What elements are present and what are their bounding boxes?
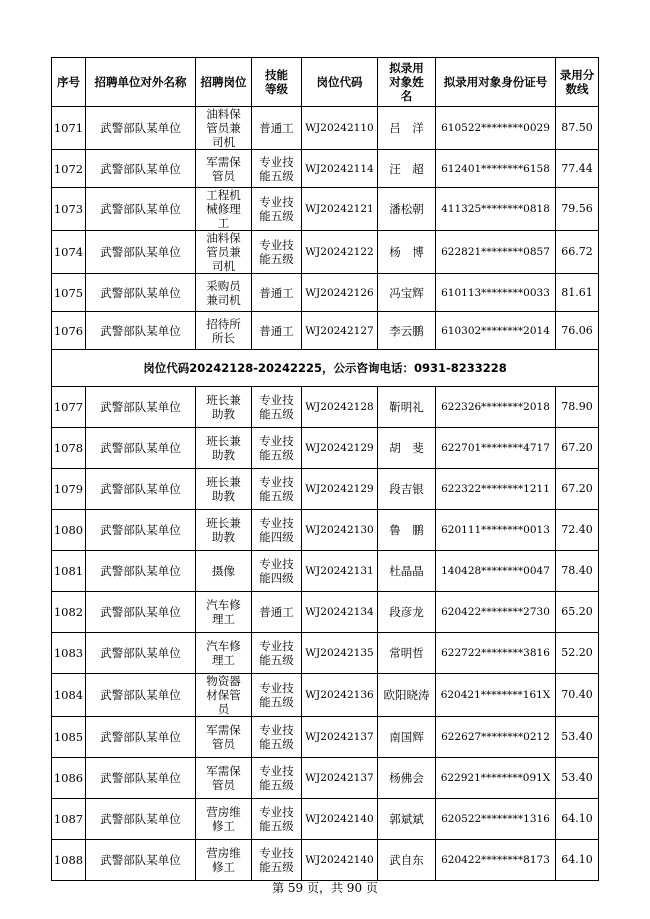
cell-level: 普通工 [252,107,302,150]
cell-unit: 武警部队某单位 [86,312,196,350]
table-row [52,387,599,428]
cell-unit: 武警部队某单位 [86,231,196,274]
cell-name: 段吉银 [378,469,436,510]
cell-score: 79.56 [556,188,599,231]
cell-name: 杨佛会 [378,758,436,799]
cell-name: 段彦龙 [378,592,436,633]
cell-level: 专业技能五级 [252,188,302,231]
cell-code: WJ20242140 [302,840,378,881]
cell-id: 610113********0033 [436,274,556,312]
cell-post: 油料保管员兼司机 [196,107,252,150]
cell-code: WJ20242129 [302,469,378,510]
cell-name: 潘松朝 [378,188,436,231]
cell-code: WJ20242121 [302,188,378,231]
cell-no: 1088 [52,840,86,881]
cell-level: 专业技能五级 [252,387,302,428]
cell-post: 采购员兼司机 [196,274,252,312]
cell-score: 70.40 [556,674,599,717]
cell-score: 72.40 [556,510,599,551]
cell-score: 66.72 [556,231,599,274]
cell-score: 53.40 [556,717,599,758]
cell-id: 622821********0857 [436,231,556,274]
cell-score: 87.50 [556,107,599,150]
cell-id: 622722********3816 [436,633,556,674]
header-no: 序号 [52,58,86,107]
cell-post: 油料保管员兼司机 [196,231,252,274]
cell-score: 64.10 [556,840,599,881]
cell-name: 南国辉 [378,717,436,758]
page-footer: 第 59 页，共 90 页 [272,881,378,895]
cell-name: 杨 博 [378,231,436,274]
cell-unit: 武警部队某单位 [86,510,196,551]
cell-unit: 武警部队某单位 [86,717,196,758]
cell-post: 汽车修理工 [196,592,252,633]
cell-id: 620522********1316 [436,799,556,840]
cell-name: 杜晶晶 [378,551,436,592]
table-body-section-a [52,107,599,350]
cell-code: WJ20242122 [302,231,378,274]
cell-no: 1079 [52,469,86,510]
cell-unit: 武警部队某单位 [86,592,196,633]
cell-level: 专业技能五级 [252,717,302,758]
cell-level: 专业技能五级 [252,231,302,274]
cell-level: 专业技能五级 [252,758,302,799]
cell-unit: 武警部队某单位 [86,469,196,510]
table-header-row [52,58,599,107]
header-id: 拟录用对象身份证号 [436,58,556,107]
cell-code: WJ20242110 [302,107,378,150]
table-row [52,551,599,592]
cell-post: 军需保管员 [196,758,252,799]
cell-code: WJ20242137 [302,758,378,799]
cell-id: 620421********161X [436,674,556,717]
cell-level: 专业技能四级 [252,510,302,551]
cell-score: 77.44 [556,150,599,188]
table-row [52,312,599,350]
cell-id: 622627********0212 [436,717,556,758]
cell-name: 郭斌斌 [378,799,436,840]
cell-id: 620422********8173 [436,840,556,881]
table-row [52,510,599,551]
cell-unit: 武警部队某单位 [86,840,196,881]
header-level: 技能等级 [252,58,302,107]
notice-row [52,350,599,387]
cell-post: 班长兼助教 [196,428,252,469]
cell-unit: 武警部队某单位 [86,758,196,799]
header-unit: 招聘单位对外名称 [86,58,196,107]
cell-level: 专业技能五级 [252,469,302,510]
table-row [52,188,599,231]
table-body-section-b [52,387,599,881]
cell-no: 1083 [52,633,86,674]
cell-code: WJ20242128 [302,387,378,428]
cell-score: 81.61 [556,274,599,312]
cell-post: 摄像 [196,551,252,592]
cell-no: 1074 [52,231,86,274]
cell-unit: 武警部队某单位 [86,274,196,312]
table-row [52,758,599,799]
cell-level: 普通工 [252,274,302,312]
cell-id: 612401********6158 [436,150,556,188]
cell-no: 1087 [52,799,86,840]
table-row [52,107,599,150]
cell-post: 班长兼助教 [196,510,252,551]
cell-post: 军需保管员 [196,717,252,758]
cell-level: 普通工 [252,312,302,350]
cell-post: 工程机械修理工 [196,188,252,231]
cell-name: 李云鹏 [378,312,436,350]
cell-name: 汪 超 [378,150,436,188]
cell-id: 610522********0029 [436,107,556,150]
cell-no: 1075 [52,274,86,312]
cell-code: WJ20242137 [302,717,378,758]
cell-no: 1081 [52,551,86,592]
cell-no: 1078 [52,428,86,469]
cell-code: WJ20242130 [302,510,378,551]
cell-code: WJ20242136 [302,674,378,717]
table-row [52,428,599,469]
notice-text: 岗位代码20242128-20242225，公示咨询电话：0931-8233228 [52,350,599,387]
cell-post: 营房维修工 [196,840,252,881]
cell-post: 招待所所长 [196,312,252,350]
cell-unit: 武警部队某单位 [86,428,196,469]
cell-level: 专业技能五级 [252,150,302,188]
cell-no: 1073 [52,188,86,231]
table-row [52,674,599,717]
cell-score: 52.20 [556,633,599,674]
cell-post: 班长兼助教 [196,387,252,428]
cell-name: 武自东 [378,840,436,881]
cell-score: 64.10 [556,799,599,840]
cell-name: 鲁 鹏 [378,510,436,551]
cell-no: 1080 [52,510,86,551]
cell-unit: 武警部队某单位 [86,150,196,188]
cell-score: 65.20 [556,592,599,633]
cell-id: 622921********091X [436,758,556,799]
cell-no: 1077 [52,387,86,428]
header-post: 招聘岗位 [196,58,252,107]
cell-level: 专业技能五级 [252,633,302,674]
cell-name: 胡 斐 [378,428,436,469]
table-row [52,274,599,312]
cell-unit: 武警部队某单位 [86,107,196,150]
table-row [52,231,599,274]
cell-id: 622322********1211 [436,469,556,510]
cell-score: 78.90 [556,387,599,428]
cell-unit: 武警部队某单位 [86,387,196,428]
cell-no: 1076 [52,312,86,350]
cell-post: 物资器材保管员 [196,674,252,717]
cell-code: WJ20242126 [302,274,378,312]
cell-id: 411325********0818 [436,188,556,231]
cell-code: WJ20242135 [302,633,378,674]
cell-code: WJ20242114 [302,150,378,188]
cell-post: 汽车修理工 [196,633,252,674]
cell-level: 专业技能四级 [252,551,302,592]
cell-level: 专业技能五级 [252,799,302,840]
cell-unit: 武警部队某单位 [86,551,196,592]
cell-id: 610302********2014 [436,312,556,350]
header-name: 拟录用对象姓名 [378,58,436,107]
cell-name: 欧阳晓涛 [378,674,436,717]
cell-score: 53.40 [556,758,599,799]
cell-level: 专业技能五级 [252,840,302,881]
cell-score: 67.20 [556,428,599,469]
cell-score: 78.40 [556,551,599,592]
cell-score: 76.06 [556,312,599,350]
cell-no: 1086 [52,758,86,799]
cell-name: 吕 洋 [378,107,436,150]
cell-name: 靳明礼 [378,387,436,428]
cell-no: 1071 [52,107,86,150]
cell-unit: 武警部队某单位 [86,799,196,840]
header-score: 录用分数线 [556,58,599,107]
table-row [52,799,599,840]
cell-name: 常明哲 [378,633,436,674]
cell-id: 620111********0013 [436,510,556,551]
cell-id: 140428********0047 [436,551,556,592]
cell-code: WJ20242127 [302,312,378,350]
cell-level: 专业技能五级 [252,674,302,717]
table-row [52,592,599,633]
table-row [52,150,599,188]
cell-no: 1082 [52,592,86,633]
cell-unit: 武警部队某单位 [86,188,196,231]
table-row [52,840,599,881]
cell-unit: 武警部队某单位 [86,633,196,674]
cell-no: 1084 [52,674,86,717]
cell-post: 班长兼助教 [196,469,252,510]
cell-unit: 武警部队某单位 [86,674,196,717]
recruitment-table [51,57,599,881]
cell-id: 622326********2018 [436,387,556,428]
cell-level: 普通工 [252,592,302,633]
table-row [52,469,599,510]
table-row [52,717,599,758]
cell-id: 622701********4717 [436,428,556,469]
cell-no: 1085 [52,717,86,758]
table-notice-section [52,350,599,387]
cell-post: 营房维修工 [196,799,252,840]
header-code: 岗位代码 [302,58,378,107]
cell-code: WJ20242140 [302,799,378,840]
cell-code: WJ20242129 [302,428,378,469]
cell-level: 专业技能五级 [252,428,302,469]
cell-post: 军需保管员 [196,150,252,188]
cell-code: WJ20242134 [302,592,378,633]
cell-score: 67.20 [556,469,599,510]
table-row [52,633,599,674]
cell-name: 冯宝辉 [378,274,436,312]
cell-id: 620422********2730 [436,592,556,633]
cell-no: 1072 [52,150,86,188]
cell-code: WJ20242131 [302,551,378,592]
